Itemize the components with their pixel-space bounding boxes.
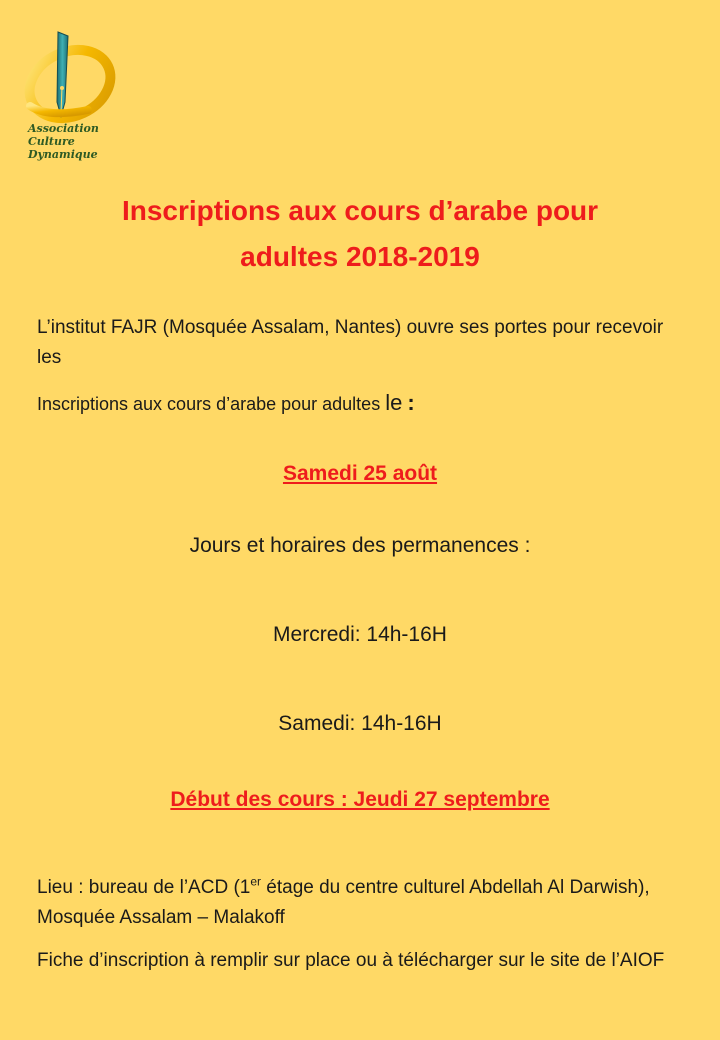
intro-line-2 [37, 388, 687, 419]
location-paragraph [37, 873, 687, 933]
intro-paragraph: L’institut FAJR (Mosquée Assalam, Nantes) ouvre ses portes pour recevoir les [37, 317, 664, 368]
location-superscript: er [250, 874, 262, 889]
page-title [0, 188, 720, 280]
pen-nib-in-ring-icon [18, 26, 138, 126]
registration-date: Samedi 25 août [282, 462, 438, 485]
hours-title: Jours et horaires des permanences : [189, 534, 531, 557]
page-title-line1: Inscriptions aux cours d’arabe pour [121, 195, 599, 226]
intro-line-2-colon: : [407, 390, 415, 415]
form-note: Fiche d’inscription à remplir sur place ou à télécharger sur le site de l’AIOF [37, 950, 665, 971]
hours-slot-wednesday: Mercredi: 14h-16H [273, 623, 447, 646]
intro-line-2-le: le [385, 390, 403, 415]
logo-text-line1: Association [28, 122, 99, 135]
intro-line-2-text: Inscriptions aux cours d’arabe pour adultes [37, 394, 381, 414]
course-start-date: Début des cours : Jeudi 27 septembre [170, 788, 550, 811]
logo [18, 26, 148, 161]
location-suffix: étage du centre culturel Abdellah Al Darwish), Mosquée Assalam – Malakoff [37, 877, 650, 928]
page-title-line2: adultes 2018-2019 [240, 241, 480, 272]
location-prefix: Lieu : bureau de l’ACD (1 [37, 877, 251, 898]
logo-text-line2: Culture Dynamique [28, 135, 98, 161]
logo-text [28, 122, 148, 161]
hours-slot-saturday: Samedi: 14h-16H [278, 712, 442, 735]
